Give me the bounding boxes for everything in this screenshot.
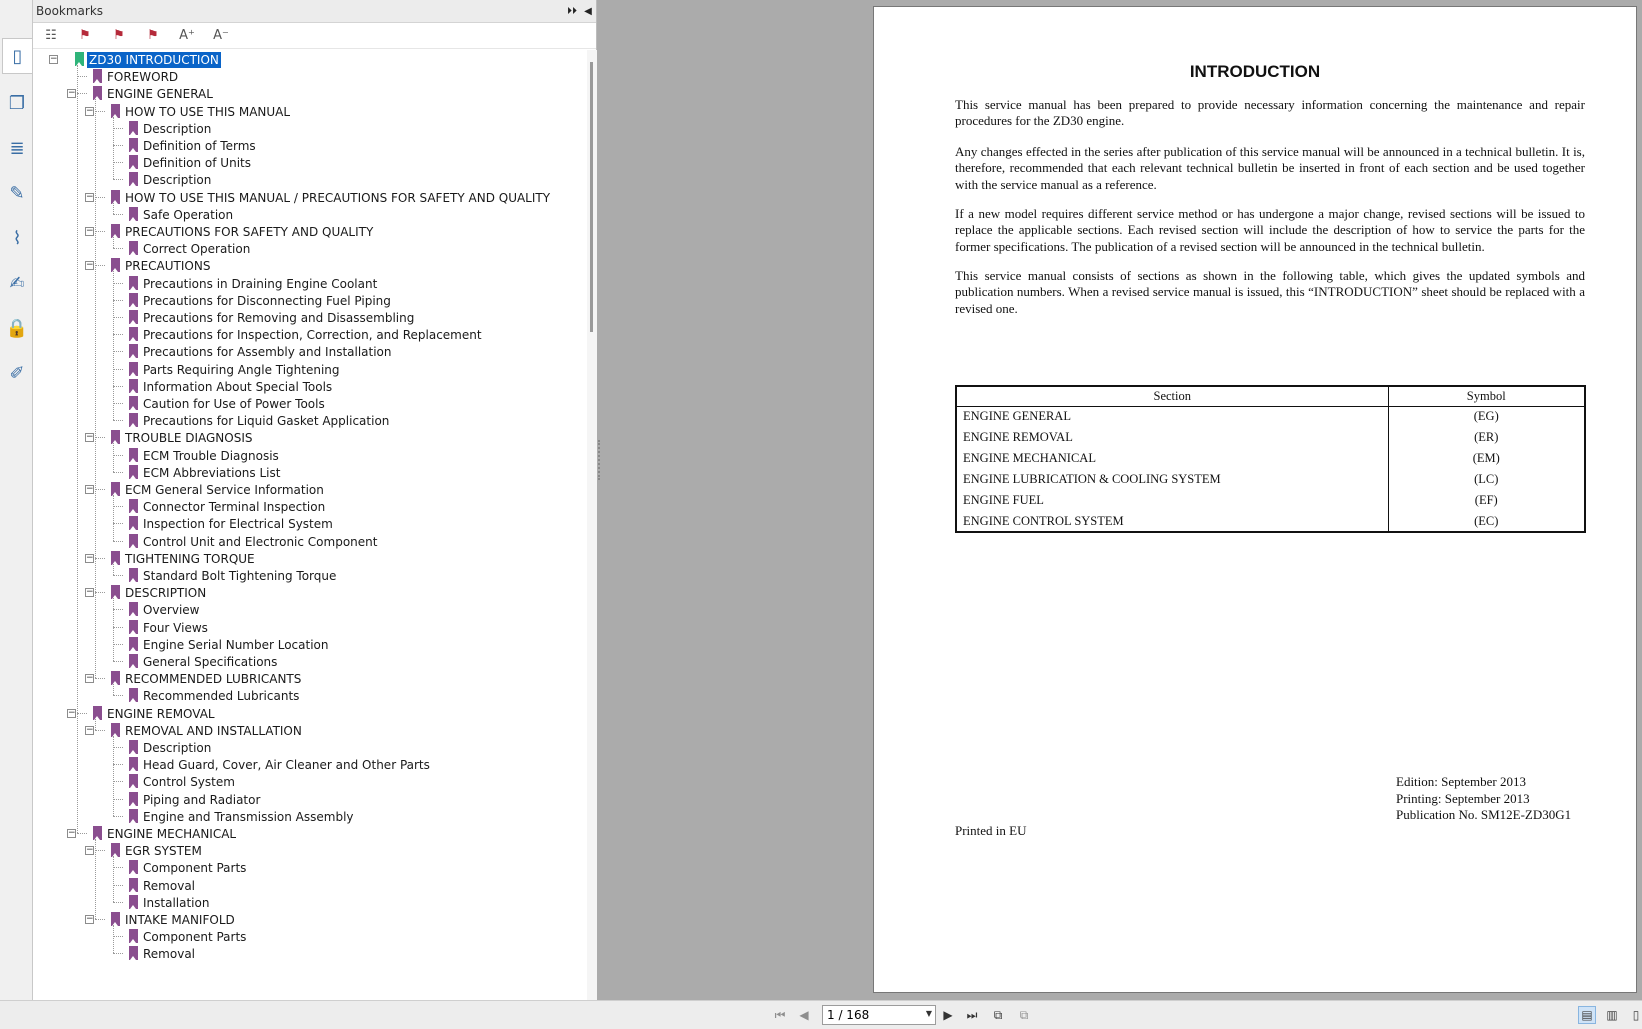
bookmark-label: Description [143, 741, 212, 755]
sections-table [955, 385, 1586, 533]
tree-connector [113, 495, 114, 541]
bookmark-item[interactable] [33, 808, 581, 826]
bookmark-item[interactable] [33, 791, 581, 809]
bookmark-label: ENGINE REMOVAL [107, 706, 215, 721]
tree-connector [113, 684, 114, 695]
bookmark-item[interactable] [33, 189, 581, 207]
table-row [956, 511, 1585, 532]
tree-connector [77, 65, 78, 833]
bookmark-label: Precautions for Disconnecting Fuel Piping [143, 293, 391, 308]
bookmark-label: Safe Operation [143, 207, 234, 222]
bookmark-item[interactable] [33, 653, 581, 671]
bookmark-item[interactable] [33, 756, 581, 774]
bookmark-label: TROUBLE DIAGNOSIS [125, 431, 253, 446]
tree-connector [95, 99, 96, 678]
bookmarks-panel-header [33, 0, 596, 23]
bookmark-item[interactable] [33, 103, 581, 121]
bookmark-icon [129, 310, 138, 324]
bookmark-icon [129, 362, 138, 376]
bookmark-label: Component Parts [143, 861, 247, 876]
edition-block [1396, 774, 1571, 824]
bookmark-label: Engine Serial Number Location [143, 637, 329, 652]
bookmark-icon [129, 602, 138, 616]
bookmark-label: ECM Trouble Diagnosis [143, 448, 279, 463]
bookmark-label: ZD30 INTRODUCTION [89, 53, 219, 67]
bookmark-icon [129, 379, 138, 393]
bookmark-label: Removal [143, 878, 196, 893]
bookmark-item[interactable] [33, 705, 581, 723]
bookmark-label: Connector Terminal Inspection [143, 500, 326, 515]
next-page-icon[interactable]: ▶ [943, 1008, 953, 1022]
bookmark-label: Correct Operation [143, 242, 251, 257]
bookmark-item[interactable] [33, 859, 581, 877]
previous-view-icon[interactable]: ⧉ [993, 1007, 1003, 1022]
bookmark-icon [129, 740, 138, 754]
bookmark-label: Piping and Radiator [143, 792, 261, 807]
bookmark-label: EGR SYSTEM [125, 844, 202, 859]
bookmark-icon [111, 723, 120, 737]
bookmark-icon [129, 878, 138, 892]
signatures-panel-icon[interactable]: ✍ [9, 272, 25, 294]
collapse-toggle-icon[interactable]: − [86, 432, 94, 443]
bookmark-item[interactable] [33, 429, 581, 447]
tree-connector [113, 271, 114, 420]
collapse-toggle-icon[interactable]: − [86, 724, 94, 735]
tree-connector [113, 237, 114, 248]
bookmark-icon [129, 396, 138, 410]
bookmark-icon [129, 792, 138, 806]
bookmark-icon [111, 482, 120, 496]
collapse-toggle-icon[interactable]: − [86, 552, 94, 563]
tree-connector [113, 203, 114, 214]
bookmark-label: REMOVAL AND INSTALLATION [125, 723, 302, 738]
bookmark-item[interactable] [33, 894, 581, 912]
bookmark-icon [129, 155, 138, 169]
bookmark-item[interactable] [33, 154, 581, 172]
bookmark-icon [111, 585, 120, 599]
bookmark-icon [93, 706, 102, 720]
bookmark-label: Information About Special Tools [143, 379, 333, 394]
publication-number: Publication No. SM12E-ZD30G1 [1396, 807, 1572, 822]
section-symbol-cell: (ER) [1474, 430, 1499, 444]
bookmark-icon [129, 413, 138, 427]
bookmark-item[interactable] [33, 773, 581, 791]
bookmark-label: Description [143, 173, 212, 188]
pages-panel-icon[interactable]: ❐ [8, 92, 26, 114]
bookmark-item[interactable] [33, 567, 581, 585]
chevron-down-icon[interactable]: ▼ [925, 1009, 932, 1018]
layers-panel-icon[interactable]: ≣ [9, 137, 25, 159]
bookmark-label: PRECAUTIONS [125, 259, 211, 274]
column-header-symbol: Symbol [1388, 386, 1585, 406]
bookmark-icon [129, 654, 138, 668]
bookmarks-toolbar [33, 23, 596, 49]
bookmark-label: Precautions in Draining Engine Coolant [143, 276, 378, 291]
bookmark-icon [111, 224, 120, 238]
bookmark-item[interactable] [33, 515, 581, 533]
bookmark-icon [129, 809, 138, 823]
bookmark-icon [129, 860, 138, 874]
bookmark-label: Definition of Units [143, 156, 251, 171]
bookmark-label: Four Views [143, 620, 208, 635]
bookmark-icon [93, 86, 102, 100]
collapse-toggle-icon[interactable]: − [86, 673, 94, 684]
bookmark-label: Definition of Terms [143, 139, 256, 153]
bookmark-item[interactable] [33, 361, 581, 379]
tree-connector [113, 564, 114, 575]
bookmarks-panel [33, 0, 597, 1000]
table-row [956, 469, 1585, 490]
table-row [956, 490, 1585, 511]
section-name-cell: ENGINE REMOVAL [956, 427, 1388, 448]
attachments-panel-icon[interactable]: ⌇ [12, 227, 22, 249]
intro-paragraph-2: Any changes effected in the series after publication of this service manual will be announced in a technical bulletin. It is, therefore, recommended that each relevant technical bulletin be inserted in front of each section and be used together with the service manual as a reference. [955, 144, 1585, 192]
bookmark-icon [129, 774, 138, 788]
section-symbol-cell: (EC) [1474, 513, 1499, 528]
decrease-font-icon[interactable]: A⁻ [213, 28, 229, 43]
bookmark-label: Head Guard, Cover, Air Cleaner and Other Parts [143, 758, 430, 773]
bookmark-icon [129, 241, 138, 255]
section-symbol-cell: (EF) [1474, 493, 1498, 507]
bookmark-item[interactable] [33, 395, 581, 413]
bookmark-label: Removal [143, 947, 196, 962]
bookmark-label: PRECAUTIONS FOR SAFETY AND QUALITY [125, 225, 374, 239]
collapse-toggle-icon[interactable]: − [86, 587, 94, 598]
bookmark-item[interactable] [33, 687, 581, 705]
bookmark-icon [93, 826, 102, 840]
bookmark-icon [111, 843, 120, 857]
bookmark-tree [33, 50, 581, 1000]
bookmark-item[interactable] [33, 309, 581, 327]
bookmark-item[interactable] [33, 842, 581, 860]
bookmark-icon [129, 757, 138, 771]
first-page-icon[interactable]: ⏮ [774, 1007, 786, 1022]
bookmark-label: Engine and Transmission Assembly [143, 809, 354, 824]
collapse-toggle-icon[interactable]: − [86, 260, 94, 271]
bookmark-item[interactable] [33, 928, 581, 946]
bookmark-icon [129, 637, 138, 651]
bookmark-item[interactable] [33, 464, 581, 482]
bookmark-label: RECOMMENDED LUBRICANTS [125, 672, 302, 687]
bookmark-item[interactable] [33, 911, 581, 929]
collapse-toggle-icon[interactable]: − [68, 707, 76, 718]
previous-page-icon[interactable]: ◀ [799, 1008, 809, 1022]
bookmark-icon [129, 688, 138, 702]
bookmark-icon [129, 327, 138, 341]
bookmark-label: Precautions for Liquid Gasket Application [143, 414, 390, 429]
intro-paragraph-1: This service manual has been prepared to provide necessary information concerning the maintenance and repair procedures for the ZD30 engine. [955, 97, 1585, 129]
bookmark-item[interactable] [33, 137, 581, 155]
bookmark-icon [129, 534, 138, 548]
bookmark-item[interactable] [33, 412, 581, 430]
bookmark-properties-icon[interactable]: ⚑ [147, 28, 159, 43]
add-bookmark-icon[interactable]: ⚑ [113, 28, 125, 43]
intro-paragraph-3: If a new model requires different service method or has undergone a major change, revised sections will be issued to replace the applicable sections. Each revised section will include the description of how to service the parts for the former specifications. The publication of a revised section will be announced in the technical bulletin. [955, 206, 1585, 254]
collapse-toggle-icon[interactable]: − [86, 105, 94, 116]
security-panel-icon[interactable]: 🔒 [5, 317, 29, 339]
bookmark-item[interactable] [33, 825, 581, 843]
bookmarks-panel-icon[interactable]: ▯ [2, 38, 32, 74]
bookmark-icon [129, 207, 138, 221]
bookmark-item[interactable] [33, 343, 581, 361]
bookmark-icon [129, 121, 138, 135]
collapse-toggle-icon[interactable]: − [68, 88, 76, 99]
bookmark-label: HOW TO USE THIS MANUAL [125, 104, 291, 119]
last-page-icon[interactable]: ⏭ [966, 1007, 978, 1022]
section-name-cell: ENGINE FUEL [956, 490, 1388, 511]
bookmark-icon [111, 430, 120, 444]
bookmark-item[interactable] [33, 206, 581, 224]
bookmark-item[interactable] [33, 51, 581, 69]
intro-paragraph-4: This service manual consists of sections as shown in the following table, which gives the updated symbols and publication numbers. When a revised service manual is issued, this “INTRODUCTION” sheet should be replaced with a revised one. [955, 268, 1585, 316]
bookmark-item[interactable] [33, 257, 581, 275]
bookmark-label: TIGHTENING TORQUE [125, 551, 255, 566]
table-header-row [956, 386, 1585, 406]
bookmark-label: ECM General Service Information [125, 483, 324, 497]
bookmark-item[interactable] [33, 877, 581, 895]
bookmark-item[interactable] [33, 636, 581, 654]
bookmark-icon [129, 568, 138, 582]
next-view-icon[interactable]: ⧉ [1019, 1007, 1029, 1022]
bookmark-item[interactable] [33, 68, 581, 86]
bookmark-tree-scrollbar[interactable] [587, 50, 597, 1000]
scrollbar-thumb[interactable] [590, 62, 593, 332]
section-name-cell: ENGINE LUBRICATION & COOLING SYSTEM [956, 469, 1388, 490]
bookmark-item[interactable] [33, 223, 581, 241]
bookmark-label: ENGINE GENERAL [107, 87, 213, 102]
tree-connector [113, 443, 114, 471]
collapse-toggle-icon[interactable]: − [50, 54, 58, 64]
bookmark-icon [129, 293, 138, 307]
bookmark-label: Parts Requiring Angle Tightening [143, 362, 340, 377]
bookmark-item[interactable] [33, 533, 581, 551]
single-page-view-icon[interactable]: ▤ [1578, 1006, 1596, 1024]
bookmark-icon [129, 620, 138, 634]
bookmark-label: DESCRIPTION [125, 586, 207, 601]
bookmark-label: Standard Bolt Tightening Torque [143, 569, 337, 583]
bookmark-label: General Specifications [143, 655, 278, 669]
delete-bookmark-icon[interactable]: ⚑ [79, 28, 91, 43]
bookmark-item[interactable] [33, 584, 581, 602]
table-row [956, 406, 1585, 427]
bookmark-icon [129, 448, 138, 462]
bookmark-item[interactable] [33, 601, 581, 619]
bookmark-label: Precautions for Inspection, Correction, and Replacement [143, 328, 482, 343]
bookmark-item[interactable] [33, 120, 581, 138]
bookmark-item[interactable] [33, 498, 581, 516]
column-header-section: Section [956, 386, 1388, 406]
bookmark-icon [129, 276, 138, 290]
section-symbol-cell: (EM) [1472, 451, 1500, 465]
bookmark-icon [129, 929, 138, 943]
bookmark-icon [93, 69, 102, 83]
tree-connector [95, 839, 96, 919]
bookmark-label: Recommended Lubricants [143, 689, 300, 704]
bookmark-icon [111, 671, 120, 685]
bookmark-item[interactable] [33, 945, 581, 963]
section-name-cell: ENGINE MECHANICAL [956, 448, 1388, 469]
bookmark-item[interactable] [33, 326, 581, 344]
bookmark-item[interactable] [33, 275, 581, 293]
section-symbol-cell: (EG) [1473, 409, 1499, 424]
bookmark-item[interactable] [33, 550, 581, 568]
tree-connector [113, 598, 114, 661]
tree-connector [113, 856, 114, 902]
panel-splitter[interactable] [598, 440, 602, 480]
bookmark-icon [111, 912, 120, 926]
bookmark-icon [111, 551, 120, 565]
bookmark-label: Overview [143, 603, 200, 618]
bookmark-label: FOREWORD [107, 70, 179, 85]
side-panel-rail [0, 0, 33, 1000]
bookmark-icon [129, 172, 138, 186]
tools-panel-icon[interactable]: ✐ [9, 362, 25, 384]
edition-date: Edition: September 2013 [1396, 774, 1526, 789]
bookmarks-panel-title: Bookmarks [36, 4, 104, 18]
collapse-toggle-icon[interactable]: − [86, 914, 94, 924]
bookmark-label: Caution for Use of Power Tools [143, 397, 325, 411]
printing-date: Printing: September 2013 [1396, 790, 1530, 806]
collapse-toggle-icon[interactable]: − [86, 191, 94, 202]
bookmark-label: INTAKE MANIFOLD [125, 913, 235, 927]
page-number-value: 1 / 168 [827, 1008, 870, 1022]
tree-connector [95, 719, 96, 730]
table-row [956, 448, 1585, 469]
bookmark-label: Description [143, 121, 212, 136]
bookmark-label: Control System [143, 775, 235, 790]
tree-connector [113, 925, 114, 953]
bookmark-icon [111, 258, 120, 272]
bookmark-icon [129, 895, 138, 909]
section-name-cell: ENGINE GENERAL [956, 406, 1388, 427]
bookmark-icon [129, 138, 138, 152]
bookmark-item[interactable] [33, 378, 581, 396]
page-title: INTRODUCTION [1189, 62, 1321, 81]
bookmark-item[interactable] [33, 481, 581, 499]
bookmark-icon [129, 516, 138, 530]
bookmark-label: Precautions for Assembly and Installation [143, 345, 392, 360]
bookmark-icon [129, 465, 138, 479]
bookmark-icon [129, 946, 138, 960]
bookmark-label: ENGINE MECHANICAL [107, 827, 237, 841]
collapse-toggle-icon[interactable]: − [86, 226, 94, 236]
bookmark-item[interactable] [33, 739, 581, 757]
bookmark-label: Installation [143, 895, 210, 910]
bookmark-icon [111, 190, 120, 204]
bookmark-item[interactable] [33, 292, 581, 310]
collapse-toggle-icon[interactable]: − [86, 845, 94, 856]
bookmark-icon [75, 52, 84, 66]
page-number-field[interactable] [822, 1005, 936, 1025]
collapse-panel-icon[interactable]: ⏵⏵ [567, 5, 577, 17]
bookmark-item[interactable] [33, 722, 581, 740]
bookmark-label: Inspection for Electrical System [143, 517, 333, 532]
bookmark-item[interactable] [33, 171, 581, 189]
collapse-toggle-icon[interactable]: − [68, 828, 76, 838]
bookmark-label: HOW TO USE THIS MANUAL / PRECAUTIONS FOR SAFETY AND QUALITY [125, 190, 551, 205]
bookmark-icon [129, 344, 138, 358]
pdf-page [873, 6, 1637, 993]
comments-panel-icon[interactable]: ✎ [9, 182, 25, 204]
bookmark-icon [111, 104, 120, 118]
hide-panel-icon[interactable]: ◀ [584, 5, 592, 17]
bookmark-label: ECM Abbreviations List [143, 465, 281, 480]
collapse-toggle-icon[interactable]: − [86, 484, 94, 494]
continuous-view-icon[interactable]: ▥ [1606, 1008, 1618, 1022]
status-bar [0, 1000, 1642, 1029]
increase-font-icon[interactable]: A⁺ [179, 28, 195, 43]
tree-connector [113, 117, 114, 180]
table-row [956, 427, 1585, 448]
bookmark-label: Control Unit and Electronic Component [143, 534, 378, 549]
bookmark-item[interactable] [33, 240, 581, 258]
bookmark-item[interactable] [33, 670, 581, 688]
section-name-cell: ENGINE CONTROL SYSTEM [956, 511, 1388, 532]
bookmark-label: Component Parts [143, 930, 247, 945]
bookmark-label: Precautions for Removing and Disassembling [143, 311, 415, 325]
bookmark-item[interactable] [33, 619, 581, 637]
options-icon[interactable]: ☷ [45, 28, 57, 43]
printed-in: Printed in EU [955, 823, 1027, 838]
bookmark-item[interactable] [33, 85, 581, 103]
bookmark-item[interactable] [33, 447, 581, 465]
facing-view-icon[interactable]: ▯ [1632, 1008, 1640, 1022]
tree-connector [113, 736, 114, 816]
bookmark-icon [129, 499, 138, 513]
section-symbol-cell: (LC) [1474, 472, 1499, 486]
